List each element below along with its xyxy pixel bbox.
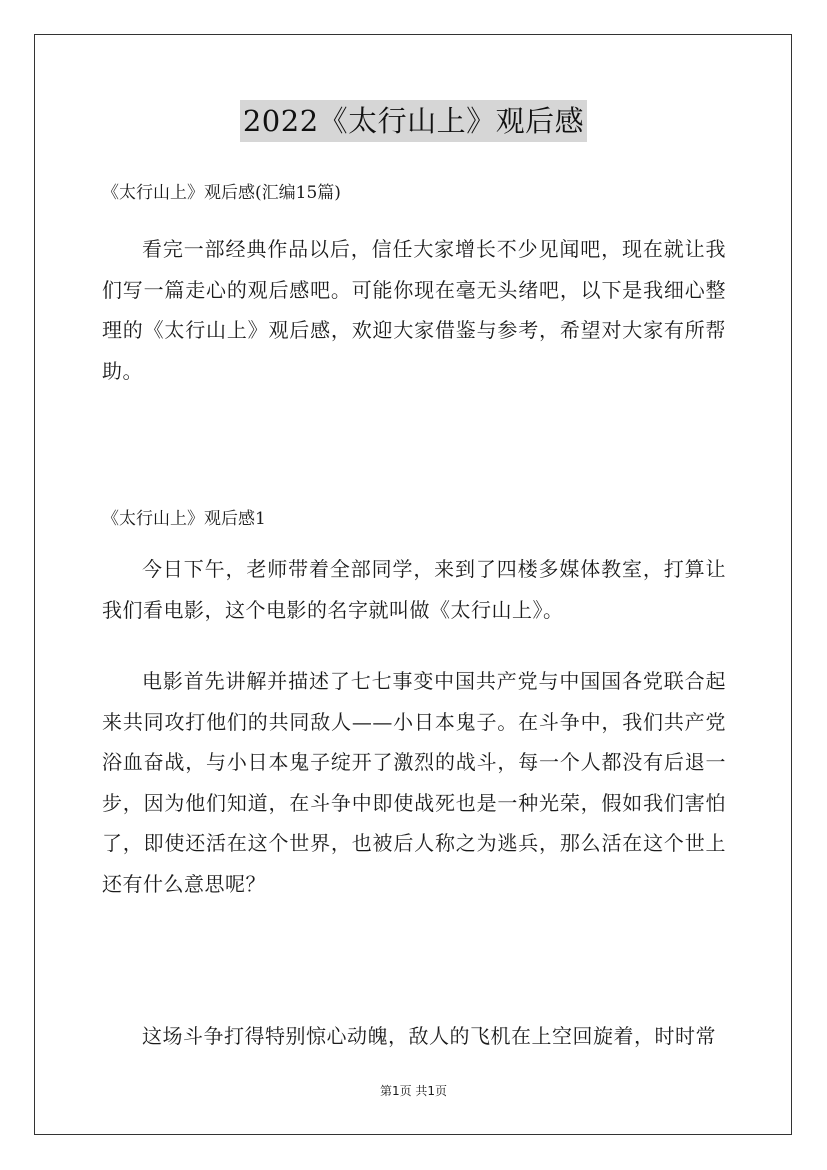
- document-title: 2022《太行山上》观后感: [240, 100, 587, 142]
- title-container: [0, 100, 827, 142]
- body-paragraph-3: 这场斗争打得特别惊心动魄，敌人的飞机在上空回旋着，时时常: [142, 1024, 716, 1048]
- section-heading: 《太行山上》观后感1: [102, 509, 266, 529]
- intro-paragraph: 看完一部经典作品以后，信任大家增长不少见闻吧，现在就让我们写一篇走心的观后感吧。可能你现在毫无头绪吧，以下是我细心整理的《太行山上》观后感，欢迎大家借鉴与参考，希望对大家有所帮助。: [102, 237, 726, 383]
- body-paragraph-2: 电影首先讲解并描述了七七事变中国共产党与中国国各党联合起来共同攻打他们的共同敌人——小日本鬼子。在斗争中，我们共产党浴血奋战，与小日本鬼子绽开了激烈的战斗，每一个人都没有后退一步，因为他们知道，在斗争中即使战死也是一种光荣，假如我们害怕了，即使还活在这个世界，也被后人称之为逃兵，那么活在这个世上还有什么意思呢？: [102, 669, 726, 896]
- body-paragraph-1: 今日下午，老师带着全部同学，来到了四楼多媒体教室，打算让我们看电影，这个电影的名字就叫做《太行山上》。: [102, 557, 726, 622]
- document-subtitle: 《太行山上》观后感(汇编15篇): [102, 183, 341, 203]
- page-footer: 第1页 共1页: [379, 1084, 448, 1098]
